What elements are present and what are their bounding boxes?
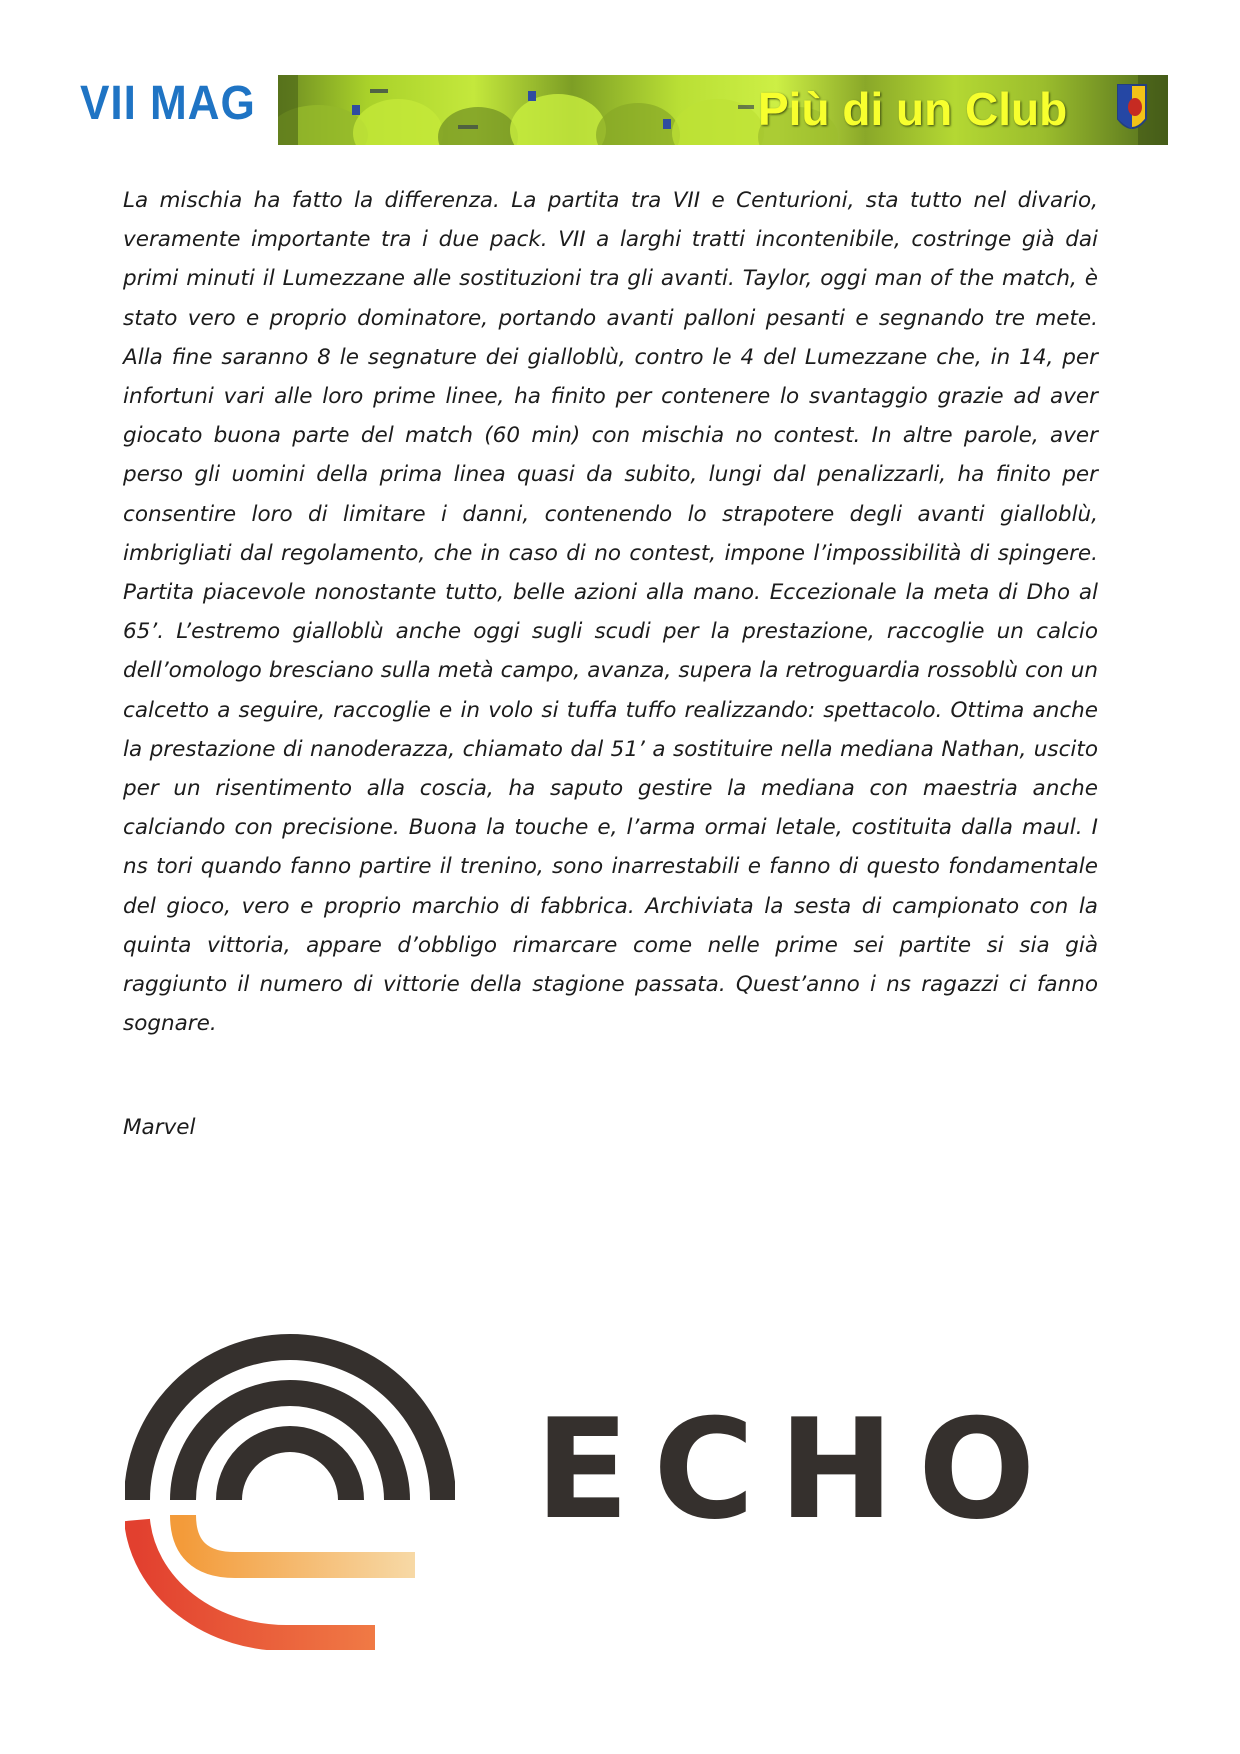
page-header [0, 0, 1240, 160]
club-crest-icon [1118, 85, 1146, 129]
header-banner [278, 75, 1168, 145]
article-body: La mischia ha fatto la differenza. La partita tra VII e Centurioni, sta tutto nel divario, veramente importante tra i due pack. VII a larghi tratti incontenibile, costringe già dai primi minuti il Lumezzane alle sostituzioni tra gli avanti. Taylor, oggi man of the match, è stato vero e proprio dominatore, portando avanti palloni pesanti e segnando tre mete. Alla fine saranno 8 le segnature dei gialloblù, contro le 4 del Lumezzane che, in 14, per infortuni vari alle loro prime linee, ha finito per contenere lo svantaggio grazie ad aver giocato buona parte del match (60 min) con mischia no contest. In altre parole, aver perso gli uomini della prima linea quasi da subito, lungi dal penalizzarli, ha finito per consentire loro di limitare i danni, contenendo lo strapotere degli avanti gialloblù, imbrigliati dal regolamento, che in caso di no contest, impone l’impossibilità di spingere. Partita piacevole nonostante tutto, belle azioni alla mano. Eccezionale la meta di Dho al 65’. L’estremo gialloblù anche oggi sugli scudi per la prestazione, raccoglie un calcio dell’omologo bresciano sulla metà campo, avanza, supera la retroguardia rossoblù con un calcetto a seguire, raccoglie e in volo si tuffa tuffo realizzando: spettacolo. Ottima anche la prestazione di nanoderazza, chiamato dal 51’ a sostituire nella mediana Nathan, uscito per un risentimento alla coscia, ha saputo gestire la mediana con maestria anche calciando con precisione. Buona la touche e, l’arma ormai letale, costituita dalla maul. I ns tori quando fanno partire il trenino, sono inarrestabili e fanno di questo fondamentale del gioco, vero e proprio marchio di fabbrica. Archiviata la sesta di campionato con la quinta vittoria, appare d’obbligo rimarcare come nelle prime sei partite si sia già raggiunto il numero di vittorie della stagione passata. Quest’anno i ns ragazzi ci fanno sognare. [123, 188, 1098, 1037]
magazine-title: VII MAG [80, 77, 256, 130]
echo-wordmark: ECHO [535, 1389, 1060, 1550]
article-author: Marvel [123, 1115, 196, 1140]
club-tagline: Più di un Club [758, 83, 1068, 135]
echo-logo-mark-icon [125, 1320, 455, 1650]
